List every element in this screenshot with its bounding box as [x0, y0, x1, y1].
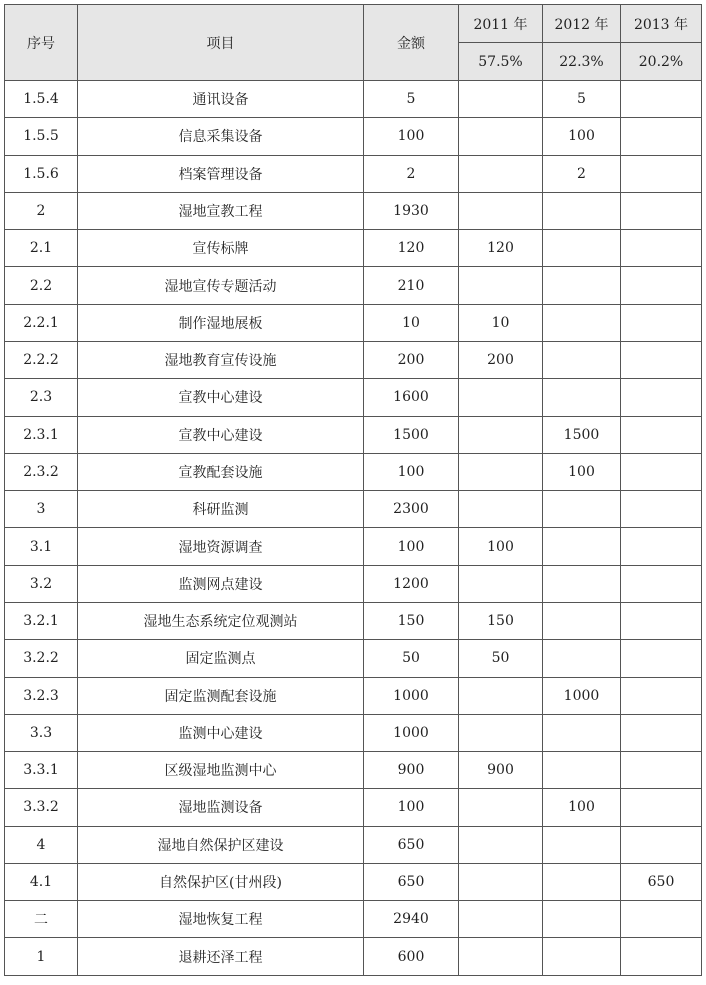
cell-2011 — [459, 81, 543, 118]
table-row — [5, 602, 702, 639]
cell-seq: 3.3.1 — [5, 752, 78, 789]
cell-2011 — [459, 565, 543, 602]
cell-item: 固定监测配套设施 — [78, 677, 364, 714]
cell-item: 宣传标牌 — [78, 230, 364, 267]
cell-amount: 1930 — [364, 192, 459, 229]
table-body — [5, 81, 702, 976]
cell-item: 湿地资源调查 — [78, 528, 364, 565]
cell-amount: 1000 — [364, 677, 459, 714]
cell-item: 监测中心建设 — [78, 714, 364, 751]
cell-amount: 210 — [364, 267, 459, 304]
cell-2013 — [621, 565, 702, 602]
cell-2012 — [543, 826, 621, 863]
cell-2011 — [459, 938, 543, 976]
cell-2011: 900 — [459, 752, 543, 789]
cell-2011: 200 — [459, 341, 543, 378]
cell-item: 档案管理设备 — [78, 155, 364, 192]
table-row — [5, 640, 702, 677]
cell-2013 — [621, 341, 702, 378]
cell-amount: 2300 — [364, 491, 459, 528]
table-row — [5, 118, 702, 155]
cell-amount: 650 — [364, 826, 459, 863]
cell-2012 — [543, 491, 621, 528]
cell-2011: 120 — [459, 230, 543, 267]
cell-2013 — [621, 826, 702, 863]
cell-item: 湿地生态系统定位观测站 — [78, 602, 364, 639]
cell-2011 — [459, 118, 543, 155]
cell-2012 — [543, 341, 621, 378]
table-row — [5, 491, 702, 528]
cell-2012 — [543, 938, 621, 976]
cell-2013 — [621, 528, 702, 565]
cell-amount: 120 — [364, 230, 459, 267]
cell-amount: 150 — [364, 602, 459, 639]
cell-2013 — [621, 602, 702, 639]
cell-2012 — [543, 304, 621, 341]
table-row — [5, 230, 702, 267]
cell-seq: 3.1 — [5, 528, 78, 565]
cell-2013 — [621, 155, 702, 192]
cell-amount: 1600 — [364, 379, 459, 416]
cell-2013: 650 — [621, 863, 702, 900]
cell-2013 — [621, 491, 702, 528]
header-amount: 金额 — [364, 5, 459, 81]
cell-2013 — [621, 416, 702, 453]
cell-item: 湿地教育宣传设施 — [78, 341, 364, 378]
cell-2012 — [543, 602, 621, 639]
cell-2012: 100 — [543, 789, 621, 826]
table-row — [5, 565, 702, 602]
cell-item: 科研监测 — [78, 491, 364, 528]
header-share-2013: 20.2% — [621, 43, 702, 81]
table-row — [5, 81, 702, 118]
cell-item: 湿地自然保护区建设 — [78, 826, 364, 863]
cell-2013 — [621, 752, 702, 789]
cell-2013 — [621, 192, 702, 229]
cell-2011 — [459, 416, 543, 453]
cell-item: 湿地恢复工程 — [78, 901, 364, 938]
cell-2012: 1000 — [543, 677, 621, 714]
cell-amount: 1000 — [364, 714, 459, 751]
header-year-2011: 2011 年 — [459, 5, 543, 43]
cell-2011 — [459, 863, 543, 900]
cell-seq: 二 — [5, 901, 78, 938]
cell-item: 湿地宣传专题活动 — [78, 267, 364, 304]
cell-amount: 1200 — [364, 565, 459, 602]
cell-item: 宣教中心建设 — [78, 416, 364, 453]
cell-2013 — [621, 230, 702, 267]
cell-seq: 2.2 — [5, 267, 78, 304]
cell-seq: 3.2.1 — [5, 602, 78, 639]
cell-seq: 2.3.1 — [5, 416, 78, 453]
cell-2011 — [459, 267, 543, 304]
cell-2013 — [621, 379, 702, 416]
table-row — [5, 528, 702, 565]
table-row — [5, 901, 702, 938]
cell-seq: 1 — [5, 938, 78, 976]
cell-item: 宣教配套设施 — [78, 453, 364, 490]
cell-amount: 200 — [364, 341, 459, 378]
cell-2012 — [543, 565, 621, 602]
cell-amount: 10 — [364, 304, 459, 341]
cell-2011 — [459, 453, 543, 490]
budget-table — [4, 4, 702, 976]
cell-item: 监测网点建设 — [78, 565, 364, 602]
table-row — [5, 863, 702, 900]
cell-seq: 2.3.2 — [5, 453, 78, 490]
table-row — [5, 677, 702, 714]
cell-2011 — [459, 491, 543, 528]
cell-2013 — [621, 789, 702, 826]
cell-amount: 100 — [364, 118, 459, 155]
cell-2013 — [621, 901, 702, 938]
cell-amount: 900 — [364, 752, 459, 789]
cell-amount: 100 — [364, 528, 459, 565]
cell-seq: 1.5.6 — [5, 155, 78, 192]
cell-2012 — [543, 901, 621, 938]
cell-seq: 2.2.1 — [5, 304, 78, 341]
table-row — [5, 938, 702, 976]
cell-2012 — [543, 714, 621, 751]
cell-amount: 100 — [364, 789, 459, 826]
cell-2012 — [543, 267, 621, 304]
cell-2013 — [621, 677, 702, 714]
table-row — [5, 341, 702, 378]
cell-seq: 2.2.2 — [5, 341, 78, 378]
cell-item: 湿地宣教工程 — [78, 192, 364, 229]
table-row — [5, 267, 702, 304]
cell-amount: 1500 — [364, 416, 459, 453]
cell-2012 — [543, 752, 621, 789]
cell-amount: 50 — [364, 640, 459, 677]
cell-2011 — [459, 192, 543, 229]
cell-2013 — [621, 714, 702, 751]
header-year-2013: 2013 年 — [621, 5, 702, 43]
cell-2011 — [459, 826, 543, 863]
cell-seq: 3.2.3 — [5, 677, 78, 714]
cell-2012: 1500 — [543, 416, 621, 453]
cell-item: 制作湿地展板 — [78, 304, 364, 341]
cell-2011: 150 — [459, 602, 543, 639]
cell-item: 自然保护区(甘州段) — [78, 863, 364, 900]
cell-2013 — [621, 81, 702, 118]
cell-2013 — [621, 304, 702, 341]
table-row — [5, 192, 702, 229]
cell-2013 — [621, 267, 702, 304]
cell-2012 — [543, 230, 621, 267]
cell-seq: 2.3 — [5, 379, 78, 416]
cell-amount: 5 — [364, 81, 459, 118]
cell-seq: 2 — [5, 192, 78, 229]
cell-seq: 4 — [5, 826, 78, 863]
cell-amount: 600 — [364, 938, 459, 976]
cell-item: 湿地监测设备 — [78, 789, 364, 826]
cell-2011 — [459, 155, 543, 192]
cell-2011 — [459, 901, 543, 938]
cell-2012 — [543, 528, 621, 565]
cell-2012 — [543, 640, 621, 677]
cell-seq: 1.5.4 — [5, 81, 78, 118]
table-row — [5, 416, 702, 453]
cell-2012 — [543, 863, 621, 900]
table-row — [5, 155, 702, 192]
cell-amount: 100 — [364, 453, 459, 490]
header-item: 项目 — [78, 5, 364, 81]
cell-seq: 1.5.5 — [5, 118, 78, 155]
cell-2012: 2 — [543, 155, 621, 192]
cell-item: 退耕还泽工程 — [78, 938, 364, 976]
cell-seq: 3.2.2 — [5, 640, 78, 677]
cell-item: 固定监测点 — [78, 640, 364, 677]
cell-seq: 3 — [5, 491, 78, 528]
cell-2013 — [621, 938, 702, 976]
cell-2012: 100 — [543, 453, 621, 490]
table-row — [5, 789, 702, 826]
cell-amount: 2940 — [364, 901, 459, 938]
cell-2013 — [621, 640, 702, 677]
cell-2011: 10 — [459, 304, 543, 341]
cell-seq: 3.2 — [5, 565, 78, 602]
header-seq: 序号 — [5, 5, 78, 81]
cell-item: 宣教中心建设 — [78, 379, 364, 416]
cell-item: 区级湿地监测中心 — [78, 752, 364, 789]
cell-2013 — [621, 453, 702, 490]
cell-2012 — [543, 192, 621, 229]
table-row — [5, 826, 702, 863]
table-row — [5, 379, 702, 416]
cell-amount: 650 — [364, 863, 459, 900]
header-share-2011: 57.5% — [459, 43, 543, 81]
cell-2011: 100 — [459, 528, 543, 565]
cell-2013 — [621, 118, 702, 155]
cell-2011 — [459, 714, 543, 751]
table-row — [5, 714, 702, 751]
table-header — [5, 5, 702, 81]
cell-item: 信息采集设备 — [78, 118, 364, 155]
cell-amount: 2 — [364, 155, 459, 192]
cell-2012 — [543, 379, 621, 416]
table-row — [5, 453, 702, 490]
cell-2011 — [459, 379, 543, 416]
table-row — [5, 752, 702, 789]
header-year-2012: 2012 年 — [543, 5, 621, 43]
cell-2011: 50 — [459, 640, 543, 677]
cell-2012: 5 — [543, 81, 621, 118]
cell-seq: 2.1 — [5, 230, 78, 267]
table-row — [5, 304, 702, 341]
cell-seq: 3.3 — [5, 714, 78, 751]
cell-seq: 4.1 — [5, 863, 78, 900]
cell-2011 — [459, 789, 543, 826]
header-share-2012: 22.3% — [543, 43, 621, 81]
cell-item: 通讯设备 — [78, 81, 364, 118]
cell-2011 — [459, 677, 543, 714]
cell-seq: 3.3.2 — [5, 789, 78, 826]
cell-2012: 100 — [543, 118, 621, 155]
